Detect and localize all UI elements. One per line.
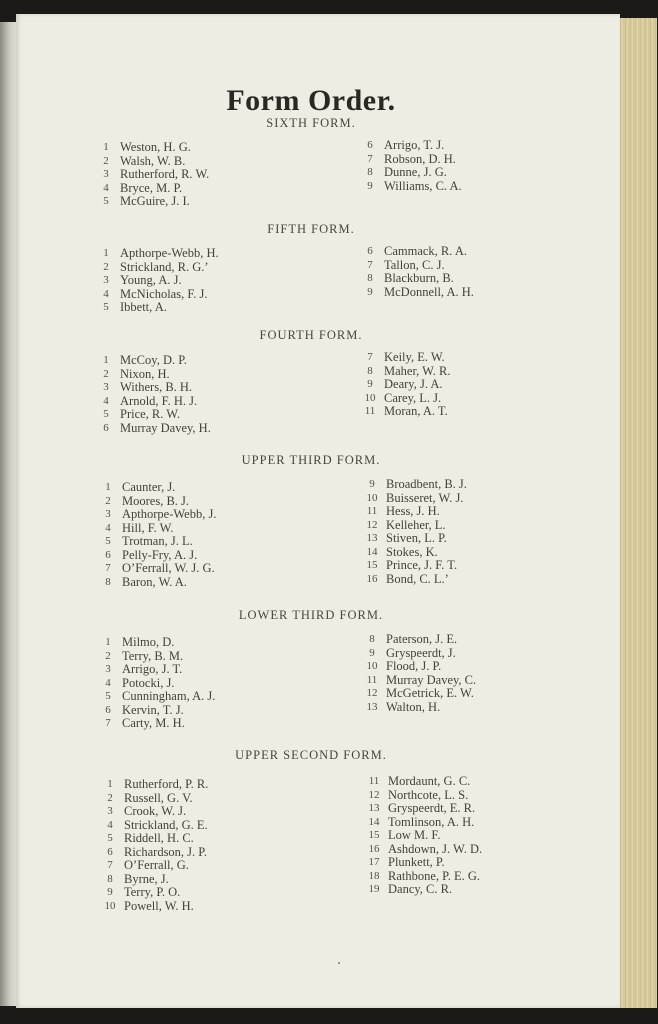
student-name: Williams, C. A. bbox=[384, 178, 462, 193]
section-heading: UPPER SECOND FORM. bbox=[235, 748, 387, 762]
list-item bbox=[362, 701, 476, 715]
list-item bbox=[362, 532, 467, 546]
entry-number: 11 bbox=[366, 673, 378, 686]
student-name: Broadbent, B. J. bbox=[386, 477, 467, 491]
list-item bbox=[364, 789, 482, 803]
list-item bbox=[364, 870, 482, 884]
list-item bbox=[100, 819, 208, 833]
list-item bbox=[100, 832, 208, 846]
entry-number: 9 bbox=[369, 478, 375, 490]
list-item bbox=[96, 288, 219, 302]
entry-number: 12 bbox=[368, 788, 380, 801]
student-name: Blackburn, B. bbox=[384, 271, 454, 285]
entry-number: 13 bbox=[366, 532, 378, 544]
student-name: Keily, E. W. bbox=[384, 350, 445, 364]
list-item bbox=[362, 647, 476, 661]
student-name: McNicholas, F. J. bbox=[120, 286, 208, 301]
list-item bbox=[362, 478, 467, 492]
student-name: Crook, W. J. bbox=[124, 804, 187, 818]
student-name: Carty, M. H. bbox=[122, 716, 185, 730]
student-name: Milmo, D. bbox=[122, 635, 175, 649]
entry-number: 9 bbox=[367, 179, 373, 192]
student-name: Ibbett, A. bbox=[120, 300, 167, 314]
entry-number: 13 bbox=[368, 802, 380, 814]
entry-number: 3 bbox=[105, 663, 111, 675]
list-item bbox=[100, 846, 208, 860]
student-name: Withers, B. H. bbox=[120, 380, 193, 394]
entry-number: 10 bbox=[366, 660, 378, 672]
entry-number: 11 bbox=[368, 775, 380, 787]
list-item bbox=[96, 155, 209, 169]
list-item bbox=[360, 365, 451, 379]
entry-number: 5 bbox=[103, 301, 109, 313]
section-heading: FOURTH FORM. bbox=[259, 328, 363, 342]
list-item bbox=[360, 139, 462, 153]
student-name: Richardson, J. P. bbox=[124, 844, 207, 859]
entry-number: 3 bbox=[107, 805, 113, 817]
student-name: Trotman, J. L. bbox=[122, 534, 193, 548]
student-name: Moran, A. T. bbox=[384, 404, 448, 418]
entry-number: 14 bbox=[366, 545, 378, 558]
student-name: Dunne, J. G. bbox=[384, 165, 447, 179]
list-item bbox=[362, 559, 467, 573]
name-column-right bbox=[360, 245, 474, 299]
section-heading: LOWER THIRD FORM. bbox=[238, 608, 384, 622]
list-item bbox=[96, 354, 211, 368]
entry-number: 5 bbox=[105, 535, 111, 547]
student-name: Bryce, M. P. bbox=[120, 180, 183, 195]
student-name: Northcote, L. S. bbox=[388, 787, 469, 802]
entry-number: 5 bbox=[105, 690, 111, 702]
list-item bbox=[364, 829, 482, 843]
student-name: Russell, G. V. bbox=[124, 790, 193, 805]
list-item bbox=[96, 395, 211, 409]
section-heading: SIXTH FORM. bbox=[266, 116, 356, 130]
page-mark bbox=[338, 962, 340, 964]
student-name: Hess, J. H. bbox=[386, 504, 440, 518]
section-heading: UPPER THIRD FORM. bbox=[241, 453, 381, 467]
list-item bbox=[360, 392, 451, 406]
list-item bbox=[96, 274, 219, 288]
student-name: Kervin, T. J. bbox=[122, 702, 184, 717]
list-item bbox=[96, 408, 211, 422]
entry-number: 11 bbox=[364, 405, 376, 417]
student-name: Byrne, J. bbox=[124, 871, 169, 886]
list-item bbox=[364, 775, 482, 789]
list-item bbox=[100, 900, 208, 914]
list-item bbox=[98, 636, 215, 650]
section-heading: FIFTH FORM. bbox=[267, 222, 355, 236]
student-name: Kelleher, L. bbox=[386, 517, 446, 532]
list-item bbox=[98, 495, 216, 509]
student-name: Hill, F. W. bbox=[122, 520, 174, 535]
list-item bbox=[100, 873, 208, 887]
student-name: Flood, J. P. bbox=[386, 659, 442, 673]
entry-number: 6 bbox=[367, 139, 373, 151]
student-name: Stiven, L. P. bbox=[386, 531, 447, 545]
list-item bbox=[98, 522, 216, 536]
student-name: Terry, B. M. bbox=[122, 648, 184, 663]
name-column-right bbox=[360, 139, 462, 193]
list-item bbox=[96, 261, 219, 275]
student-name: Cunningham, A. J. bbox=[122, 689, 216, 703]
entry-number: 8 bbox=[105, 575, 111, 588]
list-item bbox=[360, 153, 462, 167]
student-name: Arnold, F. H. J. bbox=[120, 393, 198, 408]
entry-number: 8 bbox=[367, 272, 373, 284]
entry-number: 10 bbox=[366, 491, 378, 504]
list-item bbox=[362, 687, 476, 701]
list-item bbox=[98, 549, 216, 563]
entry-number: 4 bbox=[103, 181, 109, 194]
entry-number: 8 bbox=[107, 872, 113, 885]
entry-number: 2 bbox=[103, 367, 109, 380]
list-item bbox=[96, 182, 209, 196]
student-name: Low M. F. bbox=[388, 828, 441, 842]
list-item bbox=[364, 802, 482, 816]
student-name: Pelly-Fry, A. J. bbox=[122, 547, 198, 562]
list-item bbox=[98, 481, 216, 495]
name-column-left bbox=[98, 481, 216, 589]
list-item bbox=[98, 508, 216, 522]
list-item bbox=[360, 245, 474, 259]
student-name: Nixon, H. bbox=[120, 366, 170, 381]
student-name: McGetrick, E. W. bbox=[386, 686, 474, 700]
entry-number: 4 bbox=[105, 521, 111, 534]
list-item bbox=[360, 272, 474, 286]
entry-number: 5 bbox=[107, 832, 113, 844]
student-name: Prince, J. F. T. bbox=[386, 558, 458, 572]
list-item bbox=[96, 368, 211, 382]
student-name: Murray Davey, H. bbox=[120, 420, 211, 435]
student-name: Buisseret, W. J. bbox=[386, 490, 464, 505]
list-item bbox=[362, 660, 476, 674]
list-item bbox=[96, 422, 211, 436]
student-name: Strickland, R. G.’ bbox=[120, 259, 209, 274]
entry-number: 9 bbox=[107, 886, 113, 898]
entry-number: 2 bbox=[107, 791, 113, 804]
list-item bbox=[362, 505, 467, 519]
list-item bbox=[98, 576, 216, 590]
student-name: Murray Davey, C. bbox=[386, 672, 477, 687]
entry-number: 4 bbox=[103, 287, 109, 300]
student-name: Deary, J. A. bbox=[384, 377, 443, 391]
entry-number: 10 bbox=[104, 899, 116, 912]
student-name: Baron, W. A. bbox=[122, 574, 187, 589]
student-name: Carey, L. J. bbox=[384, 390, 442, 405]
entry-number: 2 bbox=[103, 154, 109, 167]
list-item bbox=[96, 247, 219, 261]
list-item bbox=[360, 286, 474, 300]
name-column-left bbox=[96, 354, 211, 435]
student-name: Paterson, J. E. bbox=[386, 632, 458, 646]
student-name: Dancy, C. R. bbox=[388, 882, 453, 896]
student-name: Walsh, W. B. bbox=[120, 153, 186, 168]
student-name: Riddell, H. C. bbox=[124, 831, 194, 845]
entry-number: 9 bbox=[367, 285, 373, 298]
student-name: Apthorpe-Webb, J. bbox=[122, 507, 217, 521]
student-name: Tallon, C. J. bbox=[384, 257, 445, 272]
entry-number: 15 bbox=[368, 829, 380, 841]
student-name: Gryspeerdt, E. R. bbox=[388, 801, 476, 815]
list-item bbox=[100, 859, 208, 873]
entry-number: 6 bbox=[105, 548, 111, 561]
entry-number: 13 bbox=[366, 700, 378, 713]
page-title: Form Order. bbox=[226, 84, 396, 117]
entry-number: 5 bbox=[103, 408, 109, 420]
entry-number: 7 bbox=[367, 351, 373, 363]
list-item bbox=[98, 562, 216, 576]
entry-number: 4 bbox=[103, 394, 109, 407]
entry-number: 7 bbox=[107, 859, 113, 871]
list-item bbox=[98, 663, 215, 677]
list-item bbox=[360, 180, 462, 194]
entry-number: 3 bbox=[105, 508, 111, 520]
list-item bbox=[98, 535, 216, 549]
student-name: Walton, H. bbox=[386, 699, 441, 714]
entry-number: 3 bbox=[103, 381, 109, 393]
name-column-left bbox=[98, 636, 215, 731]
list-item bbox=[362, 492, 467, 506]
student-name: Rutherford, R. W. bbox=[120, 167, 210, 181]
student-name: Rutherford, P. R. bbox=[124, 777, 209, 791]
entry-number: 10 bbox=[364, 391, 376, 404]
student-name: Weston, H. G. bbox=[120, 140, 191, 154]
student-name: Moores, B. J. bbox=[122, 493, 190, 508]
name-column-left bbox=[96, 247, 219, 315]
entry-number: 7 bbox=[105, 562, 111, 574]
entry-number: 8 bbox=[369, 633, 375, 645]
list-item bbox=[364, 843, 482, 857]
student-name: McDonnell, A. H. bbox=[384, 284, 474, 299]
student-name: Potocki, J. bbox=[122, 675, 175, 690]
list-item bbox=[98, 717, 215, 731]
entry-number: 19 bbox=[368, 883, 380, 895]
entry-number: 7 bbox=[367, 258, 373, 271]
student-name: O’Ferrall, G. bbox=[124, 858, 189, 872]
student-name: McCoy, D. P. bbox=[120, 353, 187, 367]
name-column-right bbox=[362, 478, 467, 586]
list-item bbox=[100, 886, 208, 900]
entry-number: 6 bbox=[105, 703, 111, 716]
list-item bbox=[96, 141, 209, 155]
entry-number: 9 bbox=[367, 378, 373, 390]
name-column-right bbox=[362, 633, 476, 714]
list-item bbox=[96, 381, 211, 395]
list-item bbox=[362, 519, 467, 533]
student-name: McGuire, J. I. bbox=[120, 194, 190, 208]
list-item bbox=[364, 816, 482, 830]
book-page bbox=[16, 14, 620, 1008]
list-item bbox=[360, 259, 474, 273]
list-item bbox=[362, 633, 476, 647]
student-name: Arrigo, J. T. bbox=[122, 662, 183, 676]
list-item bbox=[362, 674, 476, 688]
name-column-right bbox=[360, 351, 451, 419]
list-item bbox=[100, 792, 208, 806]
entry-number: 8 bbox=[367, 166, 373, 178]
student-name: Gryspeerdt, J. bbox=[386, 645, 456, 660]
entry-number: 2 bbox=[103, 260, 109, 273]
book-page-edges-right bbox=[618, 18, 657, 1008]
list-item bbox=[360, 405, 451, 419]
list-item bbox=[360, 166, 462, 180]
entry-number: 1 bbox=[105, 481, 111, 493]
list-item bbox=[100, 805, 208, 819]
student-name: Young, A. J. bbox=[120, 273, 182, 287]
entry-number: 17 bbox=[368, 856, 380, 868]
entry-number: 3 bbox=[103, 274, 109, 286]
entry-number: 9 bbox=[369, 646, 375, 659]
student-name: Maher, W. R. bbox=[384, 363, 451, 378]
entry-number: 16 bbox=[366, 572, 378, 585]
student-name: Apthorpe-Webb, H. bbox=[120, 246, 219, 260]
entry-number: 7 bbox=[367, 152, 373, 165]
student-name: Price, R. W. bbox=[120, 407, 181, 421]
list-item bbox=[98, 650, 215, 664]
student-name: Robson, D. H. bbox=[384, 151, 456, 166]
student-name: Ashdown, J. W. D. bbox=[388, 841, 483, 856]
entry-number: 15 bbox=[366, 559, 378, 571]
entry-number: 6 bbox=[107, 845, 113, 858]
entry-number: 1 bbox=[107, 778, 113, 790]
entry-number: 8 bbox=[367, 364, 373, 377]
list-item bbox=[98, 704, 215, 718]
name-column-right bbox=[364, 775, 482, 897]
entry-number: 12 bbox=[366, 687, 378, 699]
student-name: O’Ferrall, W. J. G. bbox=[122, 561, 215, 575]
entry-number: 6 bbox=[367, 245, 373, 257]
list-item bbox=[98, 677, 215, 691]
entry-number: 1 bbox=[103, 354, 109, 366]
entry-number: 3 bbox=[103, 168, 109, 180]
entry-number: 4 bbox=[105, 676, 111, 689]
list-item bbox=[364, 883, 482, 897]
entry-number: 2 bbox=[105, 649, 111, 662]
entry-number: 1 bbox=[103, 247, 109, 259]
student-name: Powell, W. H. bbox=[124, 898, 194, 913]
entry-number: 5 bbox=[103, 195, 109, 207]
entry-number: 18 bbox=[368, 869, 380, 882]
list-item bbox=[360, 351, 451, 365]
entry-number: 12 bbox=[366, 518, 378, 531]
entry-number: 2 bbox=[105, 494, 111, 507]
student-name: Strickland, G. E. bbox=[124, 817, 208, 832]
entry-number: 1 bbox=[105, 636, 111, 648]
entry-number: 14 bbox=[368, 815, 380, 828]
student-name: Plunkett, P. bbox=[388, 855, 445, 869]
list-item bbox=[362, 573, 467, 587]
student-name: Arrigo, T. J. bbox=[384, 138, 445, 152]
student-name: Bond, C. L.’ bbox=[386, 571, 449, 586]
list-item bbox=[96, 168, 209, 182]
name-column-left bbox=[96, 141, 209, 209]
entry-number: 11 bbox=[366, 505, 378, 517]
student-name: Caunter, J. bbox=[122, 480, 176, 494]
list-item bbox=[364, 856, 482, 870]
entry-number: 16 bbox=[368, 842, 380, 855]
student-name: Cammack, R. A. bbox=[384, 244, 467, 258]
name-column-left bbox=[100, 778, 208, 913]
list-item bbox=[362, 546, 467, 560]
list-item bbox=[98, 690, 215, 704]
student-name: Stokes, K. bbox=[386, 544, 438, 559]
student-name: Rathbone, P. E. G. bbox=[388, 868, 481, 883]
student-name: Tomlinson, A. H. bbox=[388, 814, 475, 829]
entry-number: 7 bbox=[105, 717, 111, 729]
list-item bbox=[360, 378, 451, 392]
entry-number: 6 bbox=[103, 421, 109, 434]
list-item bbox=[96, 301, 219, 315]
entry-number: 4 bbox=[107, 818, 113, 831]
student-name: Terry, P. O. bbox=[124, 885, 181, 899]
student-name: Mordaunt, G. C. bbox=[388, 774, 471, 788]
list-item bbox=[100, 778, 208, 792]
list-item bbox=[96, 195, 209, 209]
entry-number: 1 bbox=[103, 141, 109, 153]
